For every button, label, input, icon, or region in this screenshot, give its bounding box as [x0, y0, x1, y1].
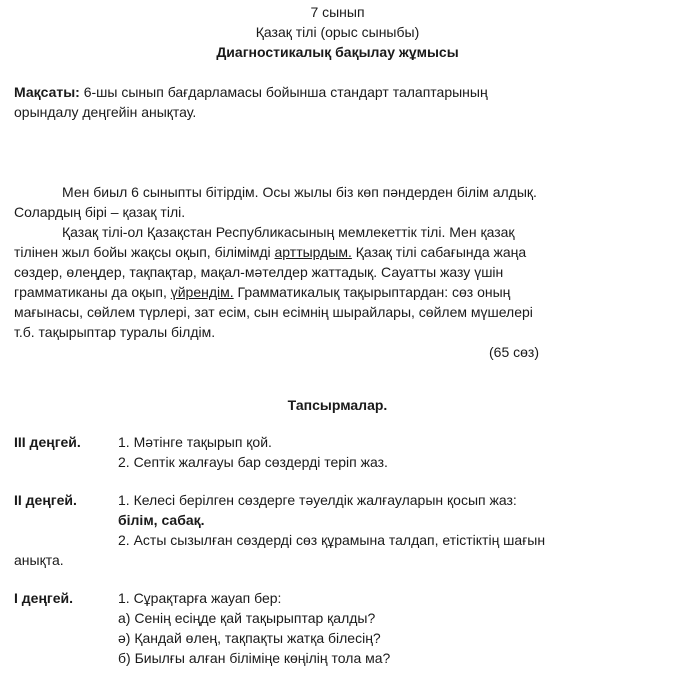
level1-question-b: б) Биылғы алған біліміңе көңілің тола ма? — [118, 650, 391, 666]
text-p2-line2-end: Қазақ тілі сабағында жаңа — [355, 244, 527, 260]
text-p2-line4-start: грамматиканы да оқып, — [14, 284, 167, 300]
word-count: (65 сөз) — [489, 344, 539, 360]
grade-line: 7 сынып — [310, 4, 365, 20]
document-title: Диагностикалық бақылау жұмысы — [216, 44, 459, 60]
underlined-word-arttyrdym: арттырдым. — [274, 244, 352, 260]
text-p2-line2-start: тілінен жыл бойы жақсы оқып, білімімді — [14, 244, 271, 260]
text-p2-line4 — [14, 282, 510, 302]
goal-label: Мақсаты: — [14, 84, 80, 100]
text-p2-line3: сөздер, өлеңдер, тақпақтар, мақал-мәтелдер жаттадық. Сауатты жазу үшін — [14, 264, 504, 280]
subject-line: Қазақ тілі (орыс сыныбы) — [255, 24, 420, 40]
level2-item-2-line1: 2. Асты сызылған сөздерді сөз құрамына талдап, етістіктің шағын — [118, 532, 546, 548]
level2-item-2-line2: анықта. — [14, 552, 64, 568]
goal-line-1 — [14, 82, 488, 102]
text-p1-line2: Солардың бірі – қазақ тілі. — [14, 204, 186, 220]
level2-label: ІІ деңгей. — [14, 492, 77, 508]
tasks-heading: Тапсырмалар. — [287, 397, 388, 413]
text-p2-line5: мағынасы, сөйлем түрлері, зат есім, сын есімнің шырайлары, сөйлем мүшелері — [14, 304, 533, 320]
goal-text-1: 6-шы сынып бағдарламасы бойынша стандарт талаптарының — [83, 84, 488, 100]
level3-label: ІІІ деңгей. — [14, 434, 81, 450]
level1-item-1: 1. Сұрақтарға жауап бер: — [118, 590, 282, 606]
text-p2-line2 — [14, 242, 526, 262]
level2-item-1: 1. Келесі берілген сөздерге тәуелдік жалғауларын қосып жаз: — [118, 492, 517, 508]
text-p2-line1: Қазақ тілі-ол Қазақстан Республикасының мемлекеттік тілі. Мен қазақ — [62, 224, 515, 240]
underlined-word-uyrendim: үйрендім. — [170, 284, 234, 300]
goal-line-2: орындалу деңгейін анықтау. — [14, 104, 197, 120]
text-p2-line6: т.б. тақырыптар туралы білдім. — [14, 324, 216, 340]
level2-item-1-words: білім, сабақ. — [118, 512, 205, 528]
text-p2-line4-end: Грамматикалық тақырыптардан: сөз оның — [237, 284, 511, 300]
level1-question-a: а) Сенің есіңде қай тақырыптар қалды? — [118, 610, 376, 626]
level3-item-1: 1. Мәтінге тақырып қой. — [118, 434, 272, 450]
text-p1-line1: Мен биыл 6 сыныпты бітірдім. Осы жылы біз көп пәндерден білім алдық. — [62, 184, 537, 200]
level3-item-2: 2. Септік жалғауы бар сөздерді теріп жаз. — [118, 454, 388, 470]
level1-label: І деңгей. — [14, 590, 74, 606]
level1-question-ae: ә) Қандай өлең, тақпақты жатқа білесің? — [118, 630, 381, 646]
